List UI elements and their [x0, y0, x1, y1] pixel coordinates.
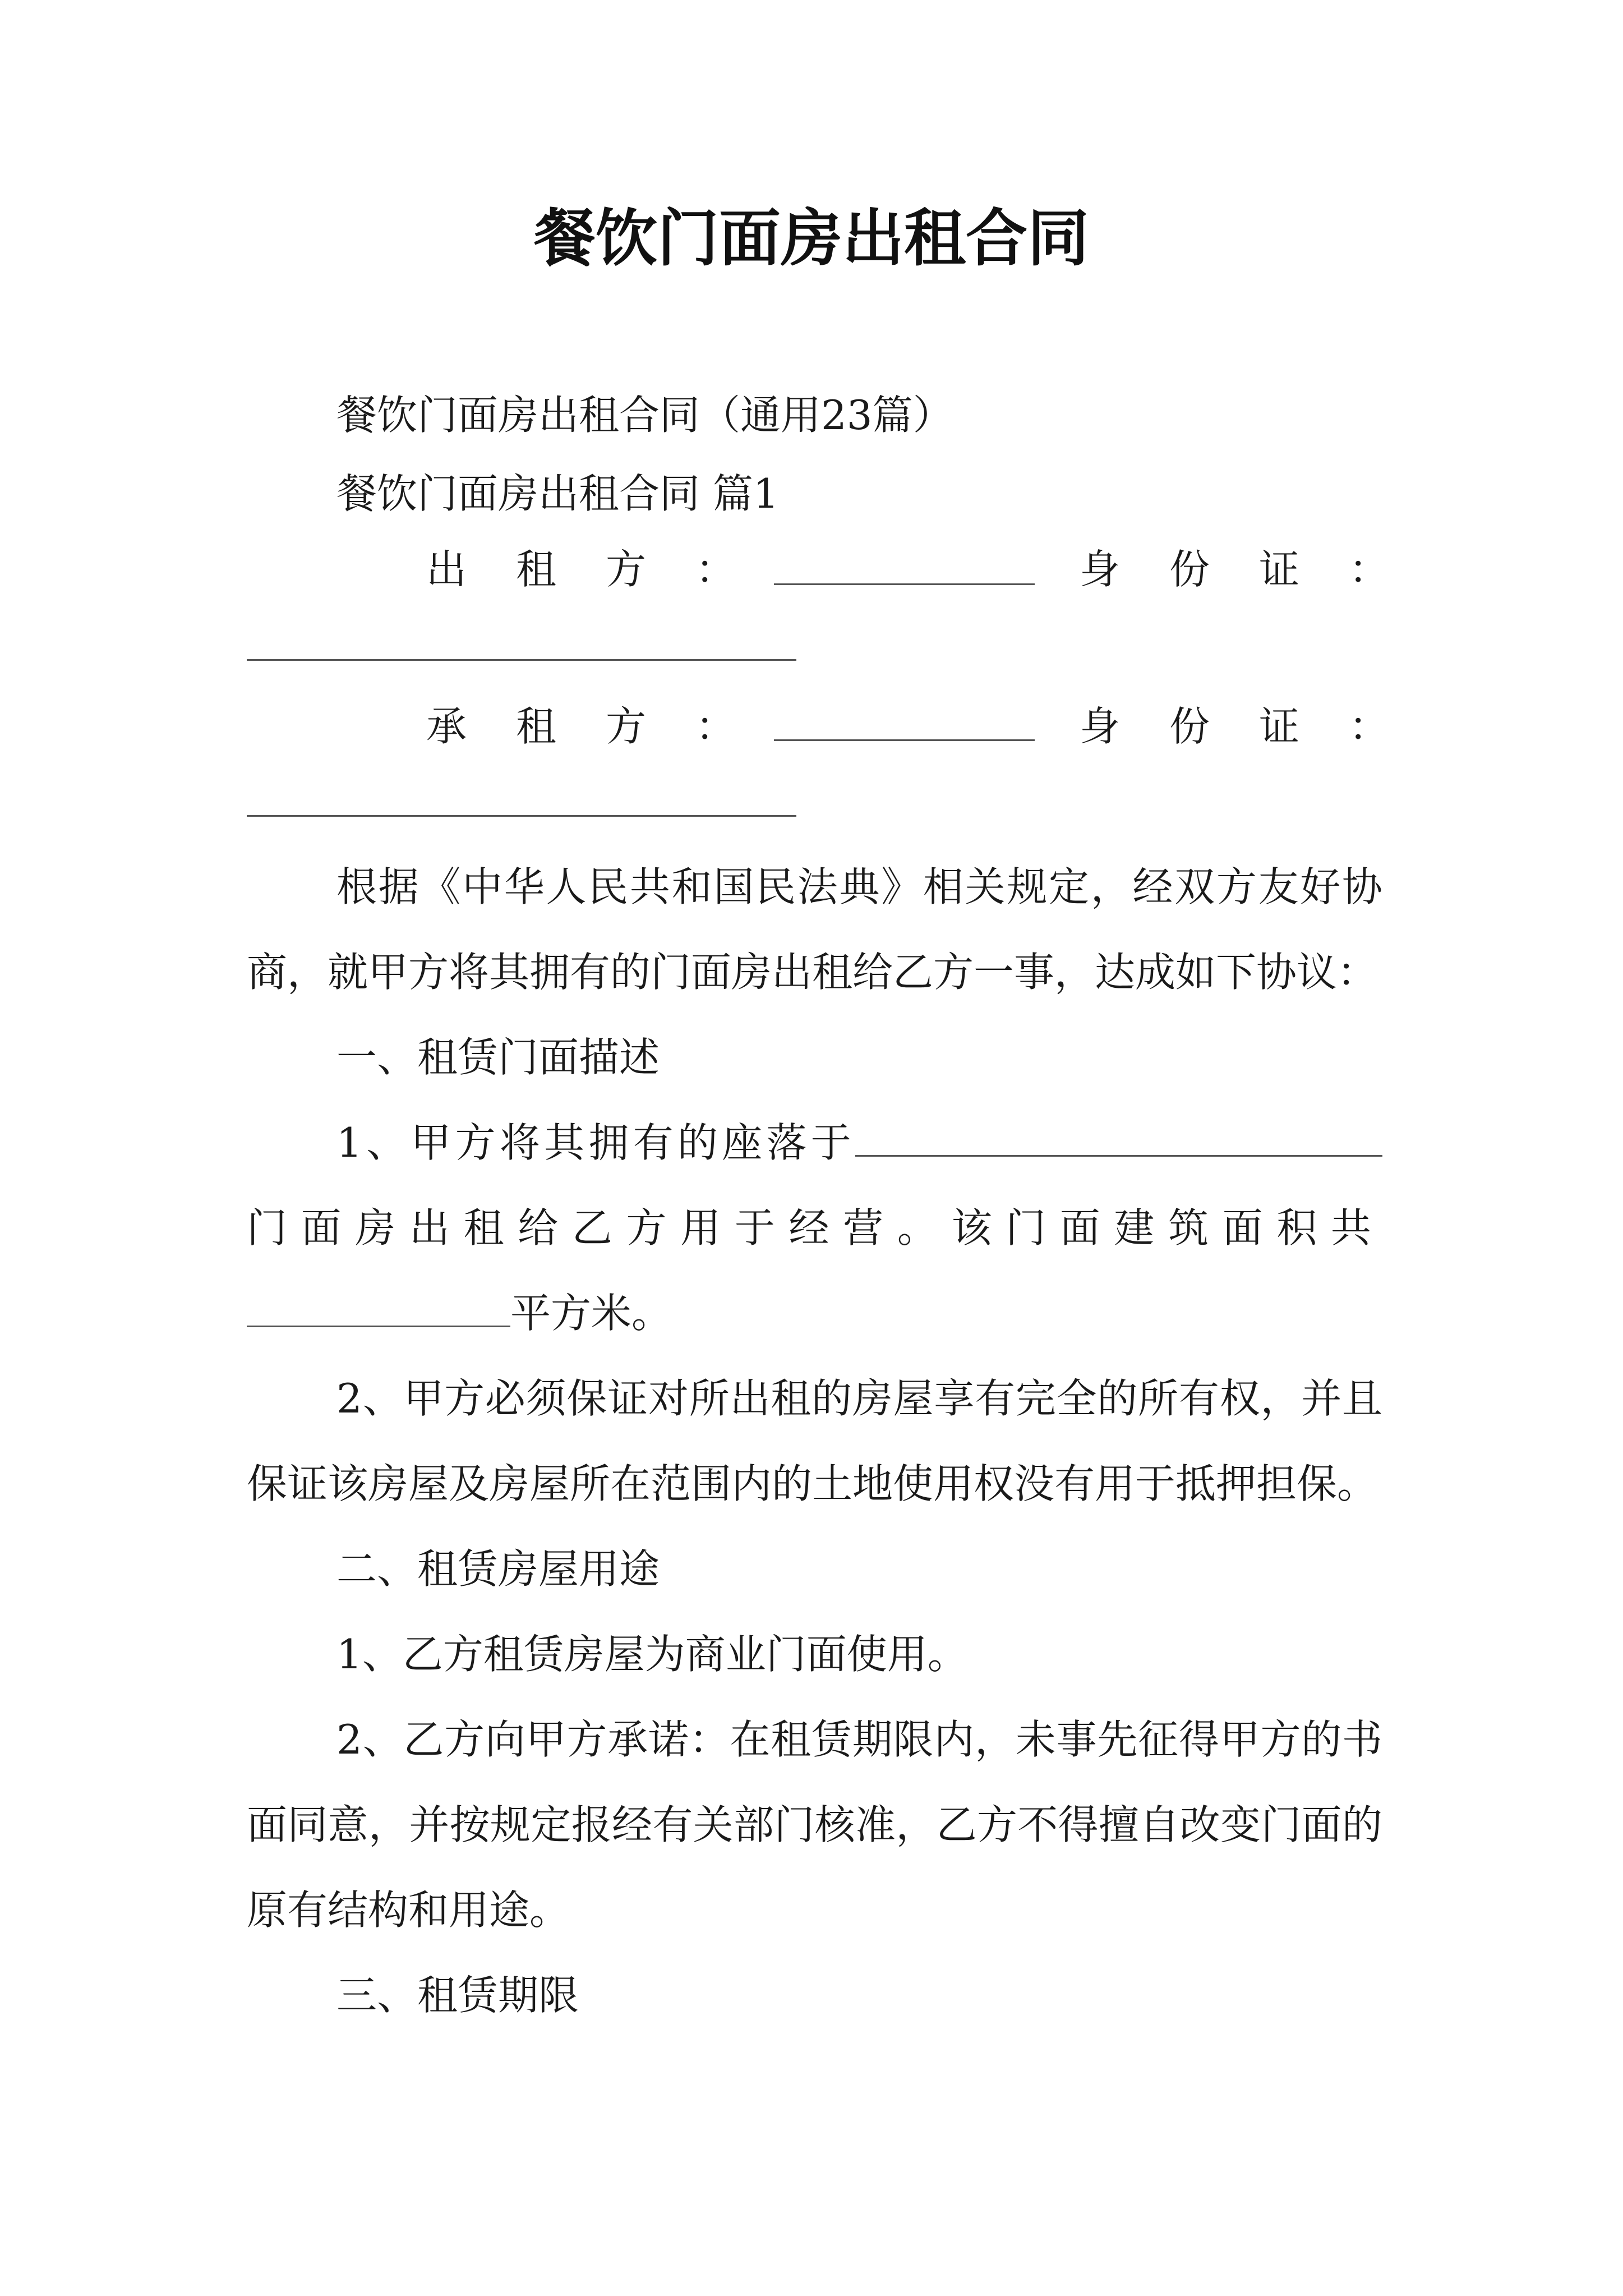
section-2-item-1: 1、乙方租赁房屋为商业门面使用。	[336, 1631, 968, 1678]
lessor-id-label: 身份证：	[1080, 546, 1439, 593]
section-2-title: 二、租赁房屋用途	[336, 1545, 660, 1593]
item-1-text-c: 平方米。	[510, 1290, 672, 1337]
item-1-text-a: 1、甲方将其拥有的座落于	[336, 1119, 855, 1166]
lessor-id-blank[interactable]	[247, 659, 796, 661]
section-1-item-1	[247, 1100, 1382, 1356]
section-3-title: 三、租赁期限	[336, 1972, 579, 2019]
location-blank[interactable]	[855, 1115, 1382, 1157]
subtitle: 餐饮门面房出租合同（通用23篇）	[336, 392, 953, 439]
item-1-text-b: 门面房出租给乙方用于经营。该门面建筑面积共	[247, 1204, 1382, 1251]
lessee-label: 承租方：	[426, 703, 786, 750]
section-1-title: 一、租赁门面描述	[336, 1034, 660, 1081]
lessor-name-blank[interactable]	[774, 583, 1035, 585]
section-1-item-2: 2、甲方必须保证对所出租的房屋享有完全的所有权，并且保证该房屋及房屋所在范围内的土地使用权没有用于抵押担保。	[247, 1375, 1382, 1507]
section-2-item-2: 2、乙方向甲方承诺：在租赁期限内，未事先征得甲方的书面同意，并按规定报经有关部门核准，乙方不得擅自改变门面的原有结构和用途。	[247, 1716, 1382, 1934]
contract-body	[247, 844, 1382, 2038]
lessee-id-label: 身份证：	[1080, 703, 1439, 750]
intro-paragraph: 根据《中华人民共和国民法典》相关规定，经双方友好协商，就甲方将其拥有的门面房出租给乙方一事，达成如下协议：	[247, 863, 1382, 996]
lessee-name-blank[interactable]	[774, 739, 1035, 741]
lessee-id-blank[interactable]	[247, 815, 796, 817]
section-heading: 餐饮门面房出租合同 篇1	[336, 470, 779, 517]
document-title: 餐饮门面房出租合同	[534, 202, 1089, 274]
area-blank[interactable]	[247, 1285, 510, 1327]
lessor-label: 出租方：	[426, 546, 786, 593]
